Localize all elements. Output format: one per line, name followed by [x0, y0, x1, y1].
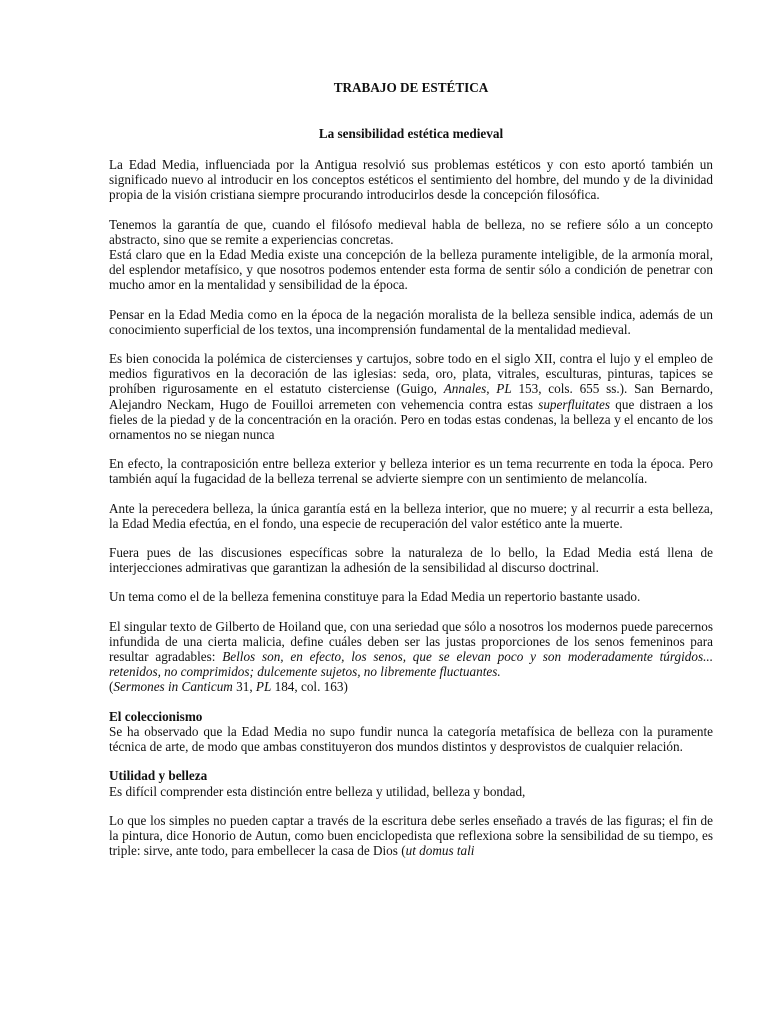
paragraph-contrast: En efecto, la contraposición entre belleza exterior y belleza interior es un tema recurrente en toda la época. Pero también aquí la fugacidad de la belleza terrenal se advierte siempre con un sentimiento de melancolía. — [109, 456, 713, 487]
paragraph-utility: Es difícil comprender esta distinción entre belleza y utilidad, belleza y bondad, — [109, 783, 526, 799]
document-title: TRABAJO DE ESTÉTICA — [333, 80, 489, 95]
document-subtitle: La sensibilidad estética medieval — [318, 126, 504, 141]
paragraph-collecting: Se ha observado que la Edad Media no supo fundir nunca la categoría metafísica de belleza con la puramente técnica de arte, de modo que ambas constituyeron dos mundos distintos y desprovistos de cualquier relación. — [109, 723, 713, 755]
heading-coleccionismo: El coleccionismo — [109, 708, 203, 724]
paragraph-conception: Está claro que en la Edad Media existe una concepción de la belleza puramente inteligible, de la armonía moral, del esplendor metafísico, y que nosotros podemos entender esta forma de sentir sólo a condición de penetrar con mucho amor en la mentalidad y sensibilidad de la época. — [109, 247, 713, 293]
paragraph-guarantee: Tenemos la garantía de que, cuando el filósofo medieval habla de belleza, no se refiere sólo a un concepto abstracto, sino que se remite a experiencias concretas. — [109, 216, 713, 247]
paragraph-inner-beauty: Ante la perecedera belleza, la única garantía está en la belleza interior, que no muere; y al recurrir a esta belleza, la Edad Media efectúa, en el fondo, una especie de recuperación del valor estético ante la muerte. — [109, 500, 713, 531]
section-collecting — [109, 709, 713, 755]
paragraph-feminine-beauty: Un tema como el de la belleza femenina constituye para la Edad Media un repertorio bastante usado. — [109, 589, 641, 605]
document-body — [109, 157, 713, 872]
paragraph-negation: Pensar en la Edad Media como en la época de la negación moralista de la belleza sensible indica, además de un conocimiento superficial de los textos, una incomprensión fundamental de la mentalidad medieval. — [109, 306, 713, 337]
paragraph-interjections: Fuera pues de las discusiones específicas sobre la naturaleza de lo bello, la Edad Media está llena de interjecciones admirativas que garantizan la adhesión de la sensibilidad al discurso doctrinal. — [109, 545, 713, 576]
paragraph-gilberto: El singular texto de Gilberto de Hoiland que, con una seriedad que sólo a nosotros los modernos puede parecernos infundida de una cierta malicia, define cuáles deben ser las justas proporciones de los senos femeninos para resultar agradables: Bellos son, en efecto, los senos, que se elevan poco y son moderadamente túrgidos... retenidos, no comprimidos; dulcemente sujetos, no libremente fluctuantes. (Sermones in Canticum 31, PL 184, col. 163) — [109, 618, 714, 695]
paragraph-intro: La Edad Media, influenciada por la Antigua resolvió sus problemas estéticos y con esto aportó también un significado nuevo al introducir en los conceptos estéticos el sentimiento del hombre, del mundo y de la divinidad propia de la visión cristiana siempre procurando introducirlos desde la concepción filosófica. — [109, 157, 713, 203]
heading-utilidad: Utilidad y belleza — [109, 768, 208, 784]
section-utility — [109, 768, 713, 798]
paragraph-polemic: Es bien conocida la polémica de cistercienses y cartujos, sobre todo en el siglo XII, contra el lujo y el empleo de medios figurativos en la decoración de las iglesias: seda, oro, plata, vitrales, esculturas, pinturas, tapices se prohíben rigurosamente en el estatuto cisterciense (Guigo, Annales, PL 153, cols. 655 ss.). San Bernardo, Alejandro Neckam, Hugo de Fouilloi arremeten con vehemencia contra estas superfluitates que distraen a los fieles de la piedad y de la concentración en la oración. Pero en todas estas condenas, la belleza y el encanto de los ornamentos no se niegan nunca — [109, 351, 714, 443]
paragraph-honorio: Lo que los simples no pueden captar a través de la escritura debe serles enseñado a través de las figuras; el fin de la pintura, dice Honorio de Autun, como buen enciclopedista que reflexiona sobre la sensibilidad de su tiempo, es triple: sirve, ante todo, para embellecer la casa de Dios (ut domus tali — [109, 812, 713, 859]
